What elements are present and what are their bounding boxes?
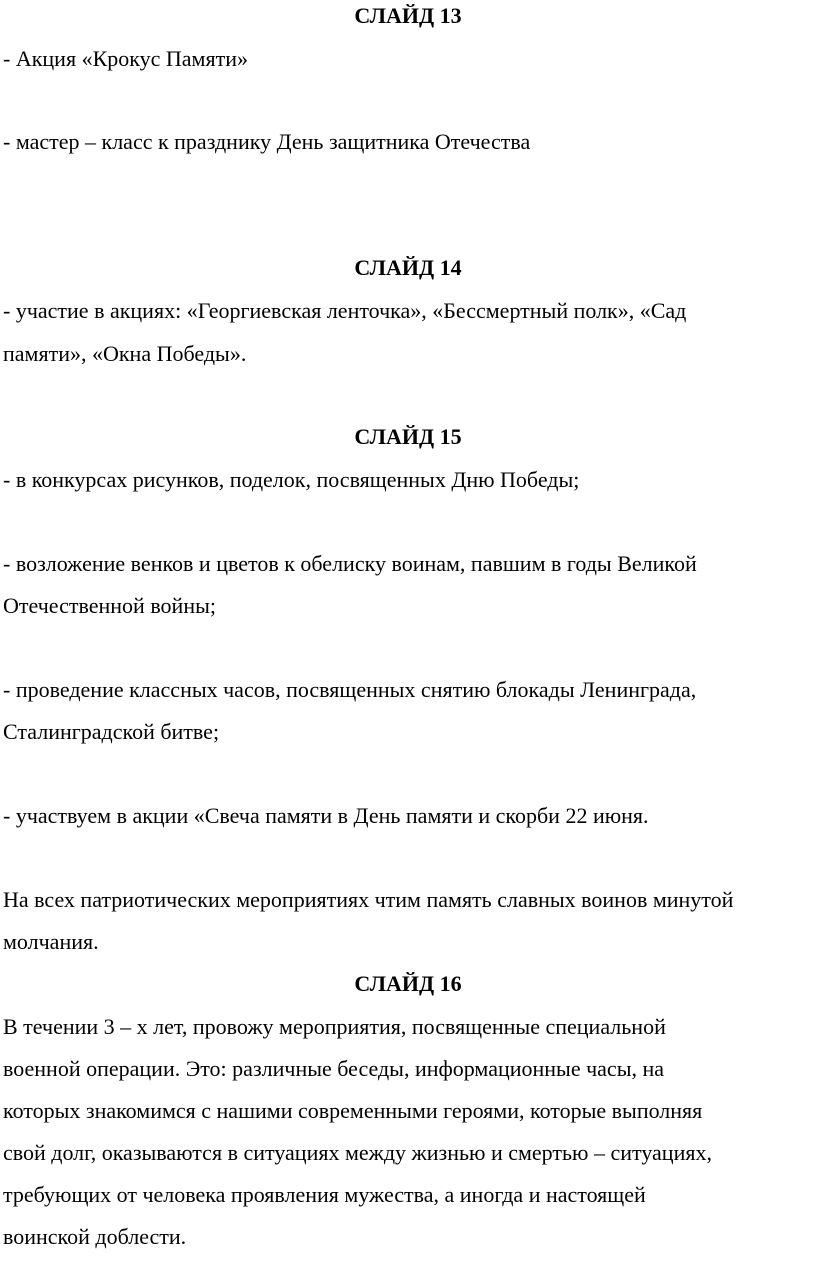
- slide-14-line-2: памяти», «Окна Победы».: [3, 341, 247, 366]
- slide-15-line-5: Сталинградской битве;: [3, 719, 220, 744]
- slide-16-heading: СЛАЙД 16: [354, 971, 462, 996]
- slide-15-line-4: - проведение классных часов, посвященных снятию блокады Ленинграда,: [3, 677, 697, 702]
- slide-16-line-4: свой долг, оказываются в ситуациях между жизнью и смертью – ситуациях,: [3, 1140, 712, 1165]
- slide-15-line-6: - участвуем в акции «Свеча памяти в День памяти и скорби 22 июня.: [3, 803, 649, 828]
- slide-15-line-3: Отечественной войны;: [3, 593, 216, 618]
- slide-14-heading: СЛАЙД 14: [354, 255, 462, 280]
- slide-13-item-1: - Акция «Крокус Памяти»: [3, 46, 248, 71]
- slide-16-line-6: воинской доблести.: [3, 1224, 187, 1249]
- slide-16-line-2: военной операции. Это: различные беседы, информационные часы, на: [3, 1056, 665, 1081]
- slide-16-line-1: В течении 3 – х лет, провожу мероприятия, посвященные специальной: [3, 1014, 666, 1039]
- slide-13-item-2: - мастер – класс к празднику День защитника Отечества: [3, 129, 531, 154]
- slide-13-heading: СЛАЙД 13: [354, 3, 462, 28]
- slide-16-line-3: которых знакомимся с нашими современными героями, которые выполняя: [3, 1098, 703, 1123]
- slide-14-line-1: - участие в акциях: «Георгиевская ленточка», «Бессмертный полк», «Сад: [3, 298, 687, 323]
- slide-15-line-8: молчания.: [3, 929, 99, 954]
- slide-15-line-2: - возложение венков и цветов к обелиску воинам, павшим в годы Великой: [3, 551, 697, 576]
- slide-15-line-1: - в конкурсах рисунков, поделок, посвященных Дню Победы;: [3, 467, 580, 492]
- slide-15-line-7: На всех патриотических мероприятиях чтим память славных воинов минутой: [3, 887, 734, 912]
- slide-16-line-5: требующих от человека проявления мужества, а иногда и настоящей: [3, 1182, 646, 1207]
- slide-15-heading: СЛАЙД 15: [354, 424, 462, 449]
